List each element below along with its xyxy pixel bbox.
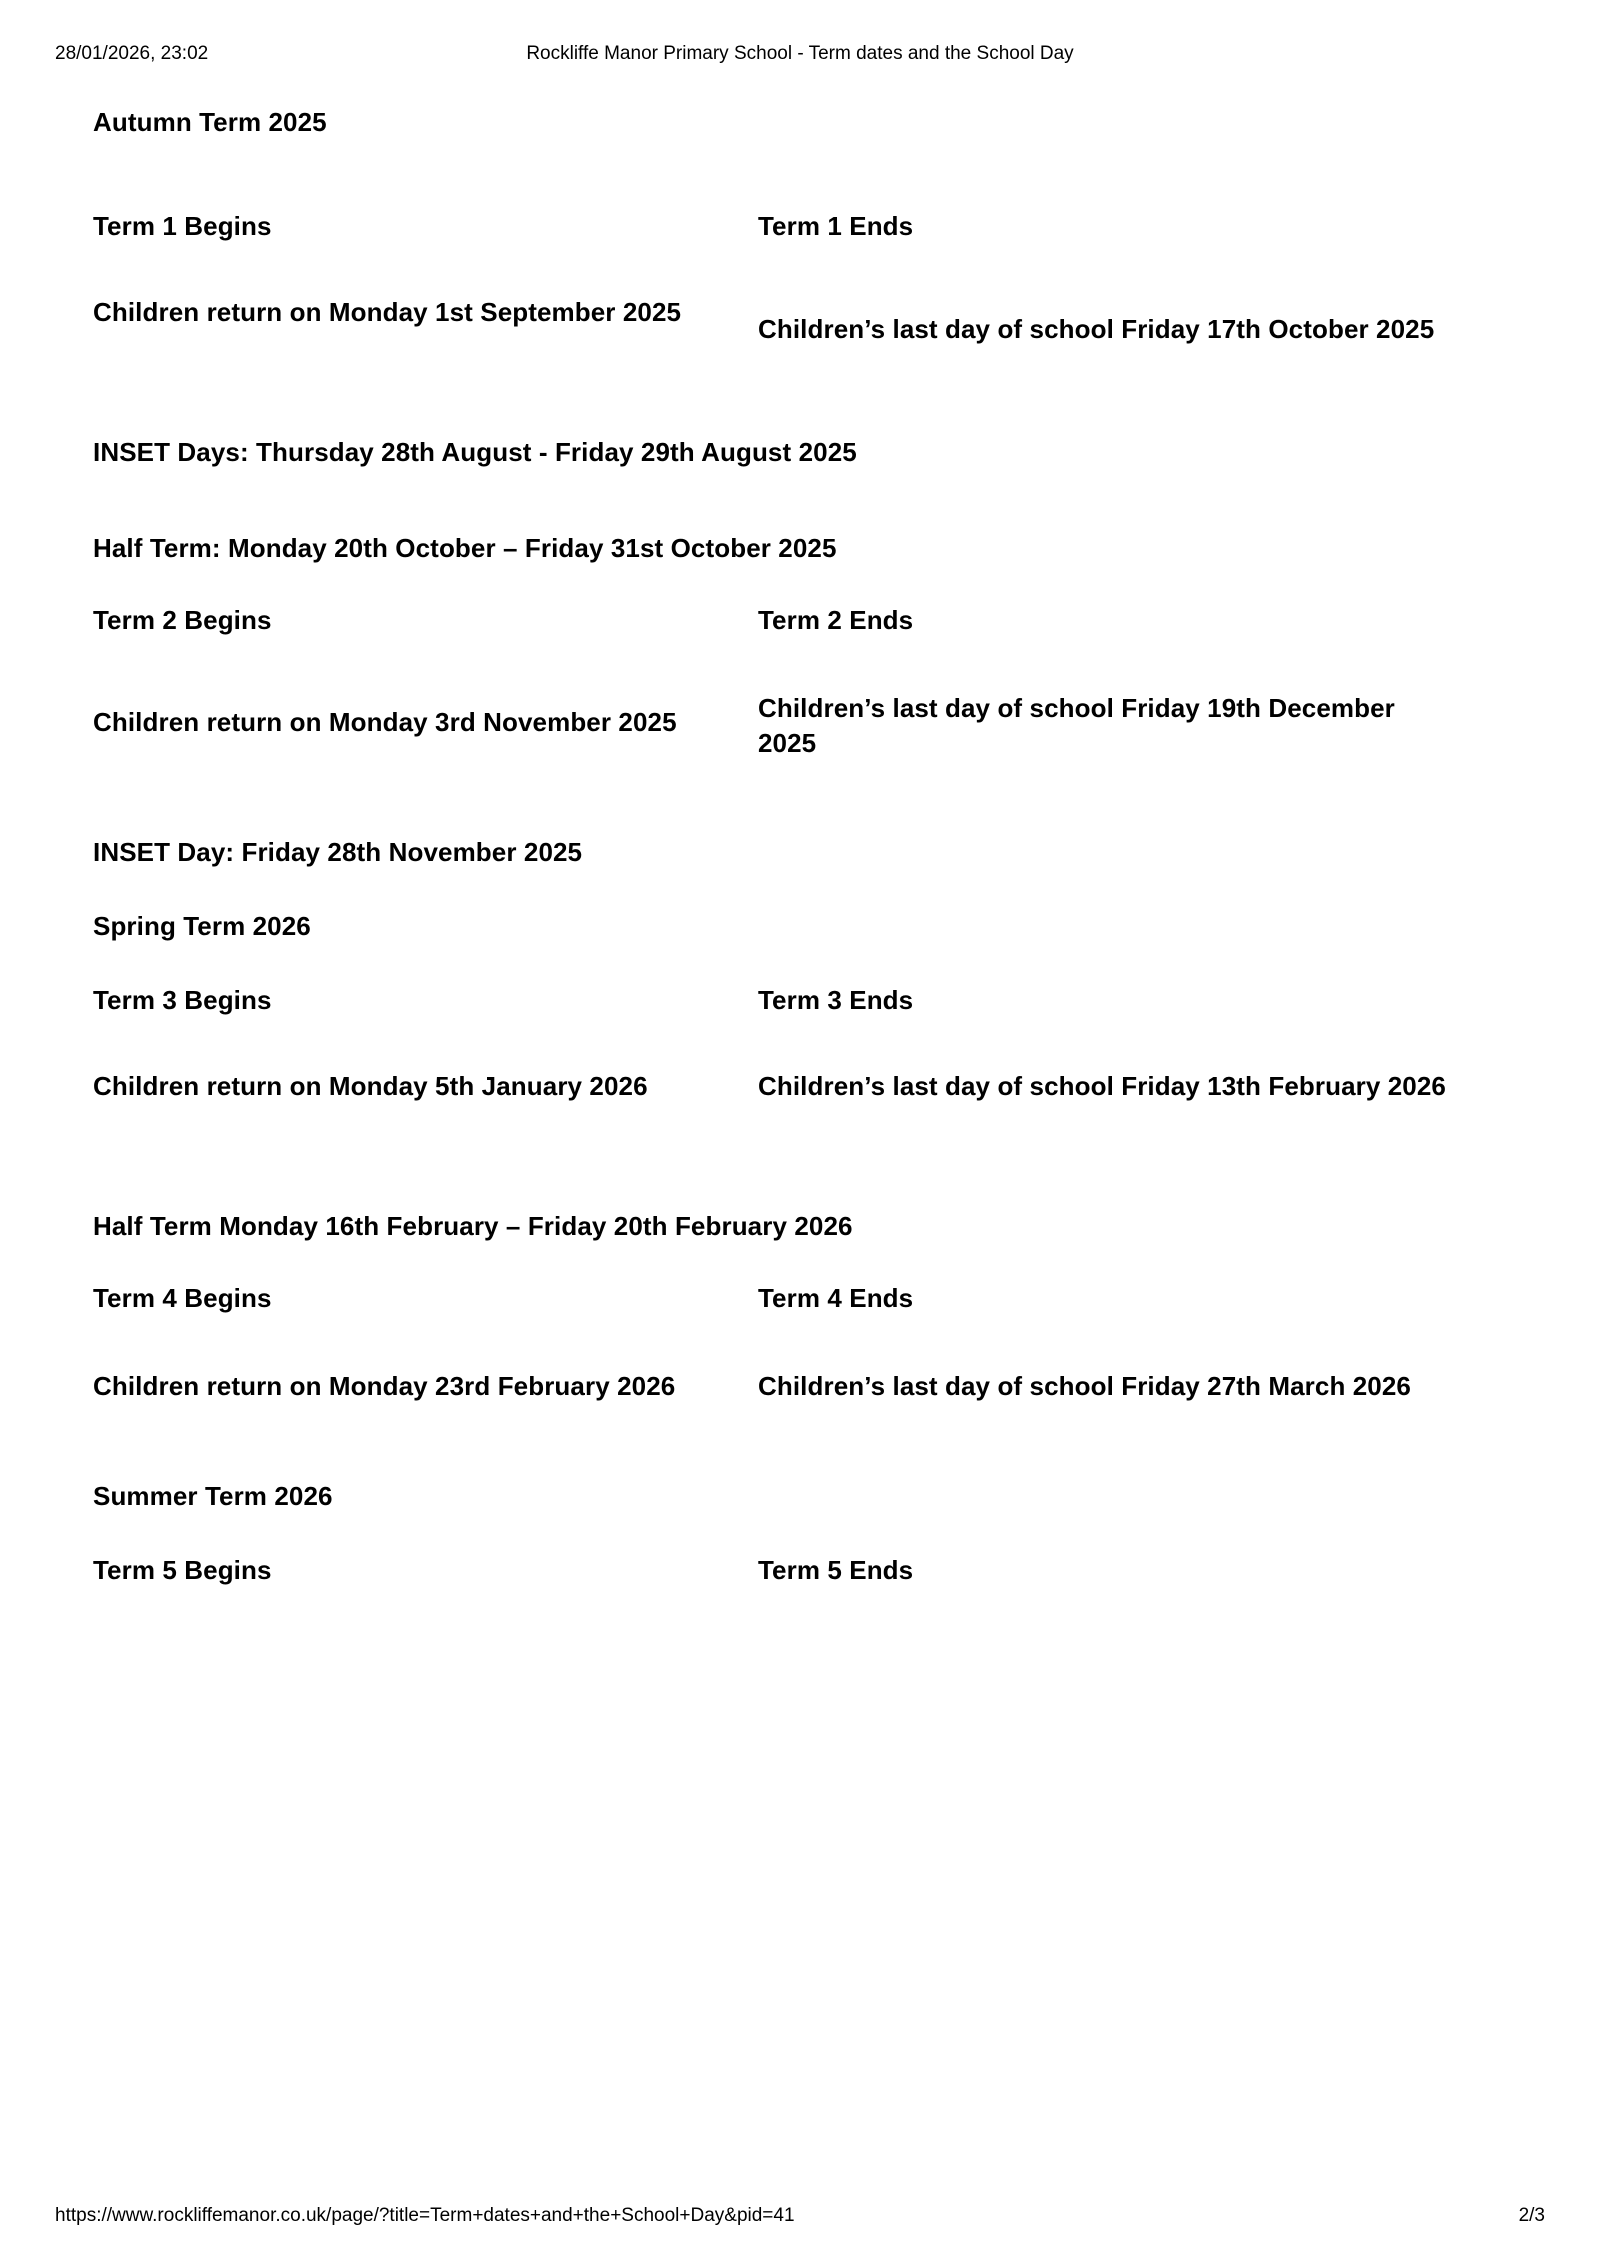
spacer bbox=[93, 1245, 1513, 1281]
heading-autumn-term: Autumn Term 2025 bbox=[93, 107, 327, 137]
spacer bbox=[93, 945, 1513, 983]
term-5-begins-label: Term 5 Begins bbox=[93, 1555, 272, 1586]
term-2-detail-row bbox=[93, 691, 1513, 763]
autumn-inset-days: INSET Days: Thursday 28th August - Friday 29th August 2025 bbox=[93, 437, 857, 468]
term-3-ends-label: Term 3 Ends bbox=[758, 985, 914, 1016]
spacer bbox=[93, 1019, 1513, 1069]
spacer bbox=[93, 139, 1513, 209]
spacer bbox=[93, 1317, 1513, 1369]
print-header bbox=[0, 42, 1600, 66]
term-2-begins-label: Term 2 Begins bbox=[93, 605, 272, 636]
term-2-label-row bbox=[93, 603, 1513, 639]
term-1-ends-label: Term 1 Ends bbox=[758, 211, 914, 242]
spacer bbox=[93, 245, 1513, 295]
spacer bbox=[93, 1441, 1513, 1479]
heading-summer-term: Summer Term 2026 bbox=[93, 1481, 333, 1512]
spring-half-term: Half Term Monday 16th February – Friday 20th February 2026 bbox=[93, 1211, 853, 1242]
spacer bbox=[93, 1141, 1513, 1209]
term-4-detail-row bbox=[93, 1369, 1513, 1441]
autumn-inset-day-2: INSET Day: Friday 28th November 2025 bbox=[93, 837, 583, 868]
print-page-title: Rockliffe Manor Primary School - Term dates and the School Day bbox=[526, 43, 1074, 64]
term-1-begins-detail: Children return on Monday 1st September 2025 bbox=[93, 297, 682, 328]
term-dates-content bbox=[93, 105, 1513, 1589]
term-3-begins-detail: Children return on Monday 5th January 2026 bbox=[93, 1071, 648, 1102]
spacer bbox=[93, 367, 1513, 435]
term-2-ends-label: Term 2 Ends bbox=[758, 605, 914, 636]
term-5-label-row bbox=[93, 1553, 1513, 1589]
term-1-label-row bbox=[93, 209, 1513, 245]
term-4-ends-label: Term 4 Ends bbox=[758, 1283, 914, 1314]
term-4-ends-detail: Children’s last day of school Friday 27th March 2026 bbox=[758, 1371, 1411, 1402]
heading-spring-term: Spring Term 2026 bbox=[93, 911, 311, 942]
term-4-label-row bbox=[93, 1281, 1513, 1317]
print-source-url: https://www.rockliffemanor.co.uk/page/?title=Term+dates+and+the+School+Day&pid=41 bbox=[55, 2205, 795, 2226]
spacer bbox=[93, 471, 1513, 531]
autumn-half-term: Half Term: Monday 20th October – Friday 31st October 2025 bbox=[93, 533, 837, 564]
print-footer bbox=[0, 2204, 1600, 2228]
spacer bbox=[93, 1515, 1513, 1553]
term-1-detail-row bbox=[93, 295, 1513, 367]
term-3-label-row bbox=[93, 983, 1513, 1019]
spacer bbox=[93, 567, 1513, 603]
spacer bbox=[93, 871, 1513, 909]
term-3-begins-label: Term 3 Begins bbox=[93, 985, 272, 1016]
term-4-begins-label: Term 4 Begins bbox=[93, 1283, 272, 1314]
term-4-begins-detail: Children return on Monday 23rd February 2026 bbox=[93, 1371, 676, 1402]
term-5-ends-label: Term 5 Ends bbox=[758, 1555, 914, 1586]
term-1-ends-detail: Children’s last day of school Friday 17th October 2025 bbox=[758, 314, 1435, 345]
print-page-number: 2/3 bbox=[1518, 2205, 1545, 2226]
term-3-ends-detail: Children’s last day of school Friday 13th February 2026 bbox=[758, 1071, 1446, 1102]
spacer bbox=[93, 639, 1513, 691]
term-3-detail-row bbox=[93, 1069, 1513, 1141]
term-1-begins-label: Term 1 Begins bbox=[93, 211, 272, 242]
term-2-begins-detail: Children return on Monday 3rd November 2025 bbox=[93, 707, 677, 738]
spacer bbox=[93, 763, 1513, 835]
print-timestamp: 28/01/2026, 23:02 bbox=[55, 43, 209, 64]
term-2-ends-detail: Children’s last day of school Friday 19th December 2025 bbox=[758, 693, 1395, 758]
